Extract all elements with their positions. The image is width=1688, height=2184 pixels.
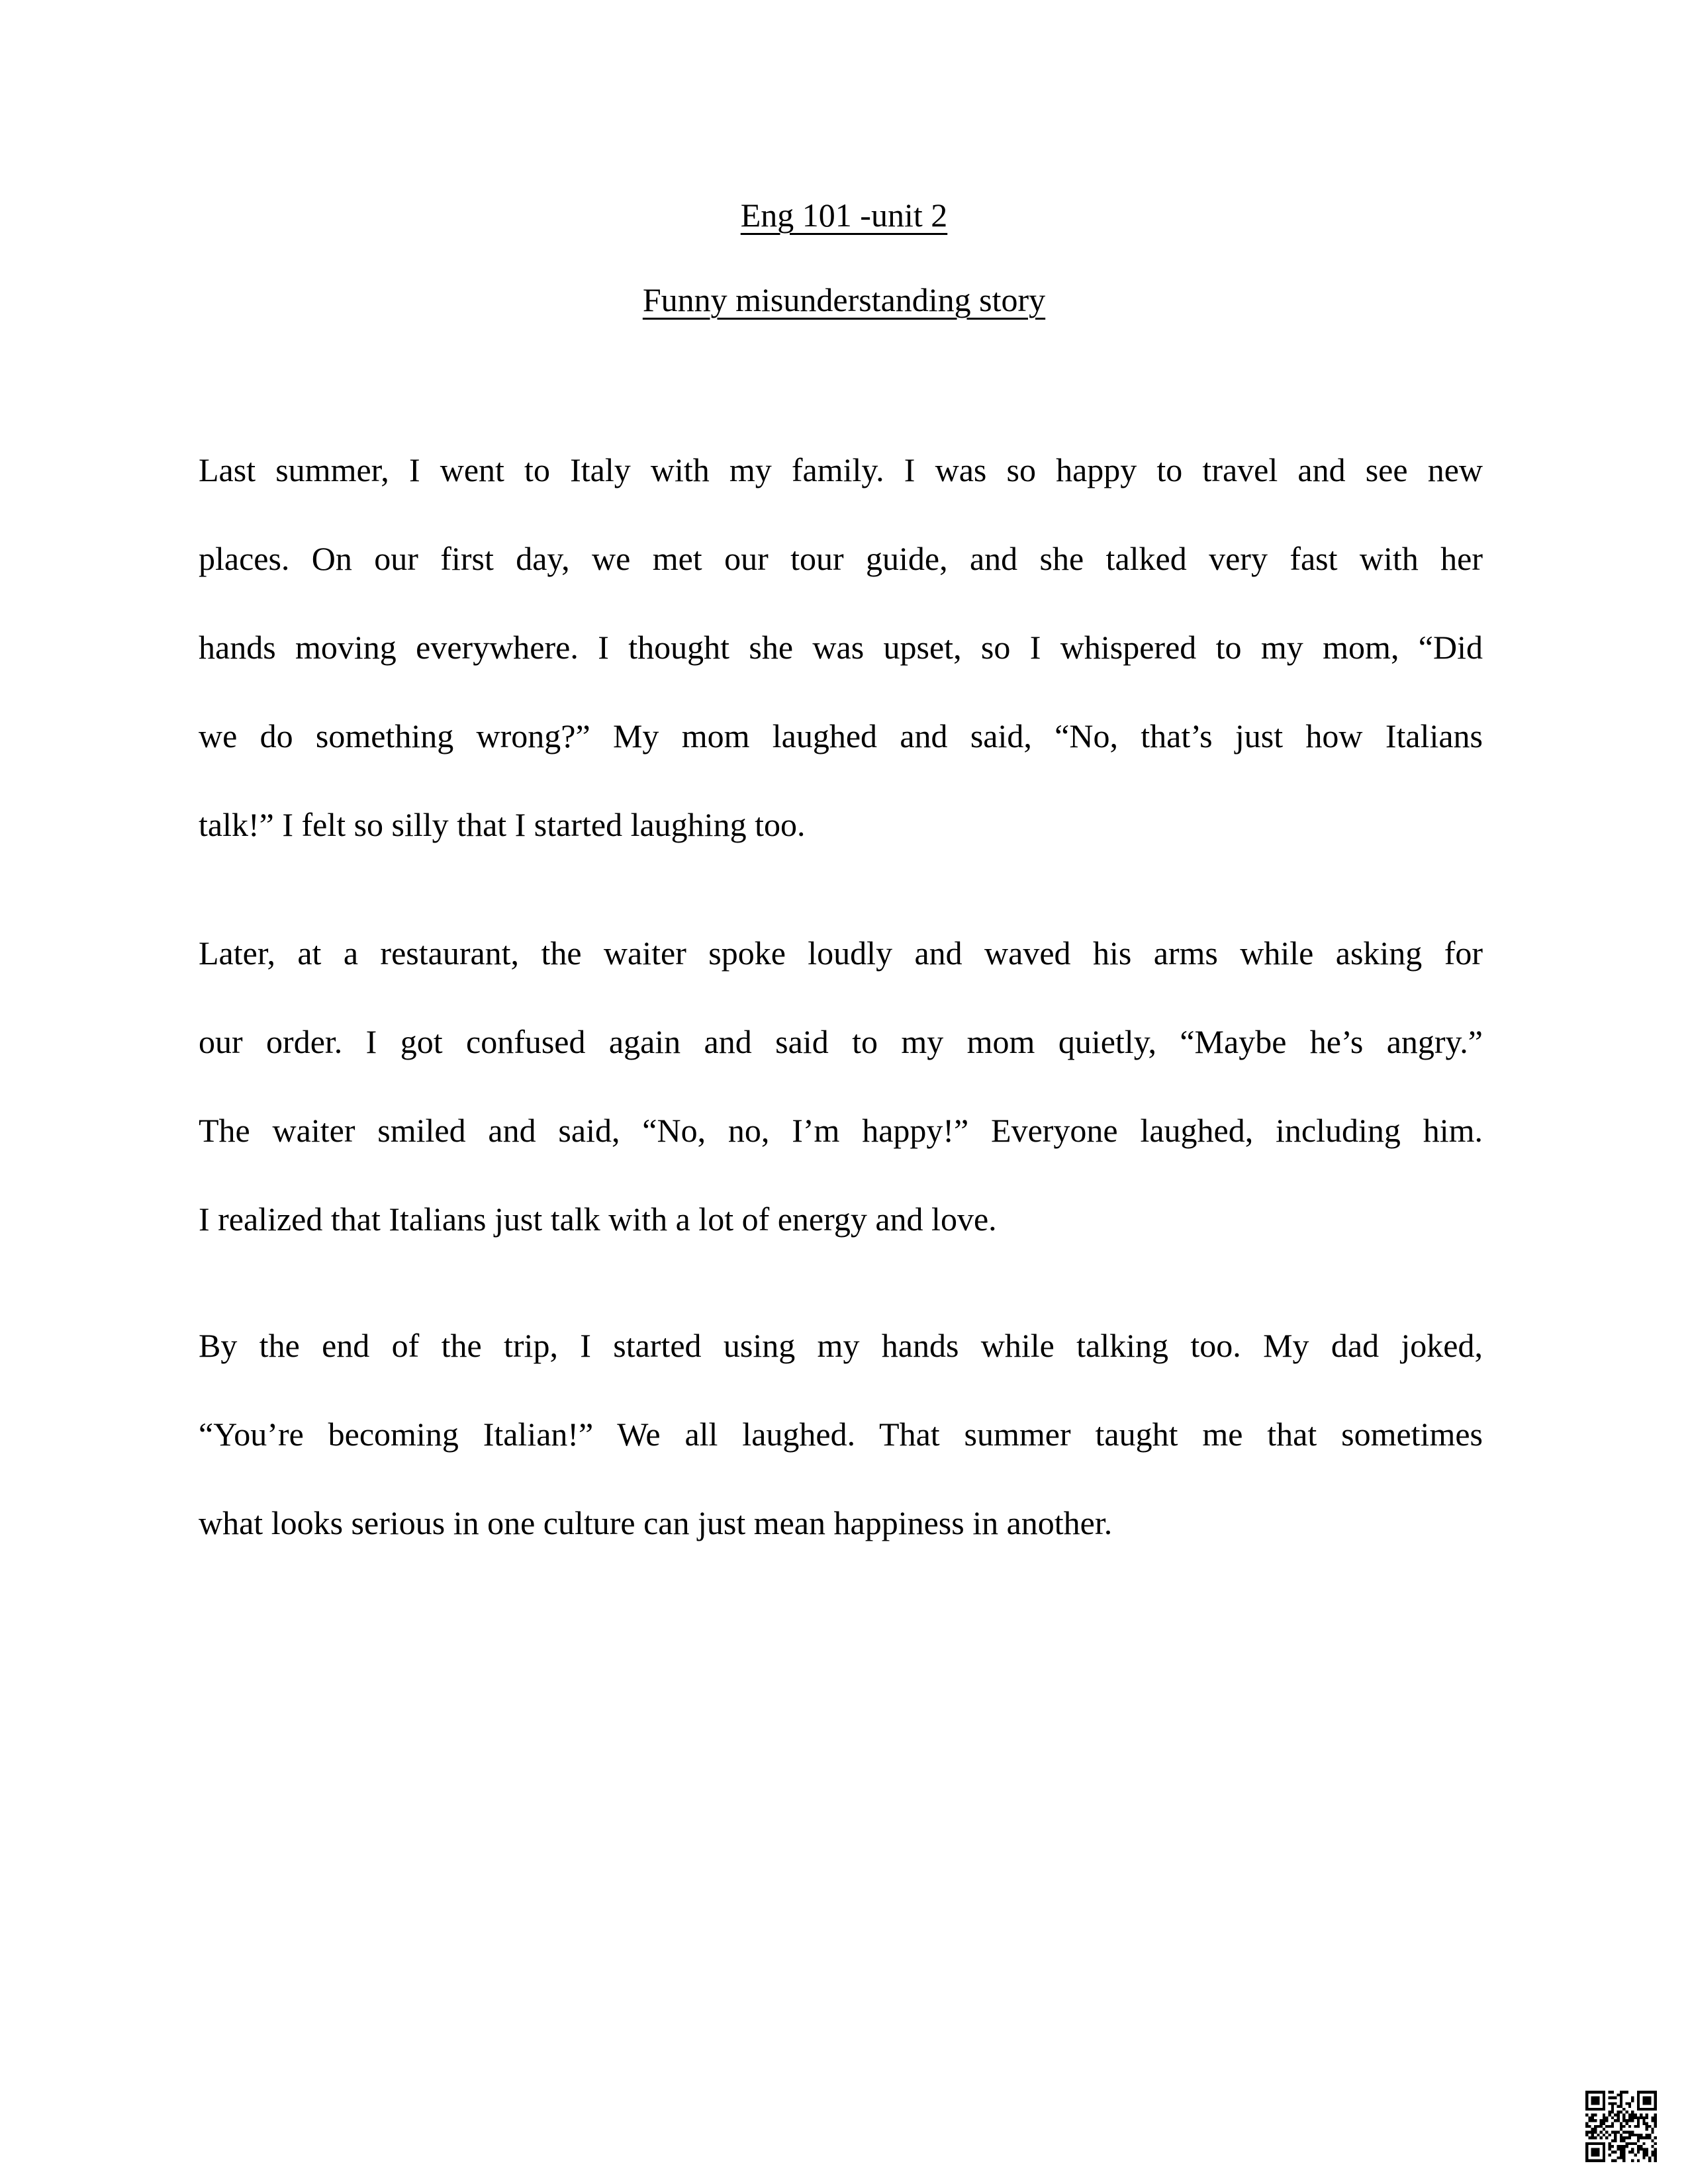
- text-line: we do something wrong?” My mom laughed and said, “No, that’s just how Italians: [199, 717, 1483, 754]
- text-line: talk!” I felt so silly that I started laughing too.: [199, 806, 806, 843]
- paragraph-1: [199, 443, 1483, 887]
- text-line: places. On our first day, we met our tour guide, and she talked very fast with her: [199, 540, 1483, 577]
- text-line: By the end of the trip, I started using my hands while talking too. My dad joked,: [199, 1327, 1483, 1364]
- text-line: Later, at a restaurant, the waiter spoke loudly and waved his arms while asking for: [199, 934, 1483, 972]
- paragraph-3: [199, 1319, 1483, 1585]
- paragraph-2: [199, 927, 1483, 1281]
- text-line: what looks serious in one culture can just mean happiness in another.: [199, 1504, 1113, 1541]
- text-line: Last summer, I went to Italy with my family. I was so happy to travel and see new: [199, 451, 1483, 488]
- qr-code-icon: [1585, 2091, 1657, 2162]
- text-line: hands moving everywhere. I thought she was upset, so I whispered to my mom, “Did: [199, 629, 1483, 666]
- story-title: Funny misunderstanding story: [642, 281, 1046, 318]
- text-line: our order. I got confused again and said to my mom quietly, “Maybe he’s angry.”: [199, 1023, 1483, 1060]
- text-line: I realized that Italians just talk with a lot of energy and love.: [199, 1201, 997, 1238]
- text-line: The waiter smiled and said, “No, no, I’m happy!” Everyone laughed, including him.: [199, 1112, 1483, 1149]
- course-heading: Eng 101 -unit 2: [740, 197, 948, 234]
- text-line: “You’re becoming Italian!” We all laughed. That summer taught me that sometimes: [199, 1416, 1483, 1453]
